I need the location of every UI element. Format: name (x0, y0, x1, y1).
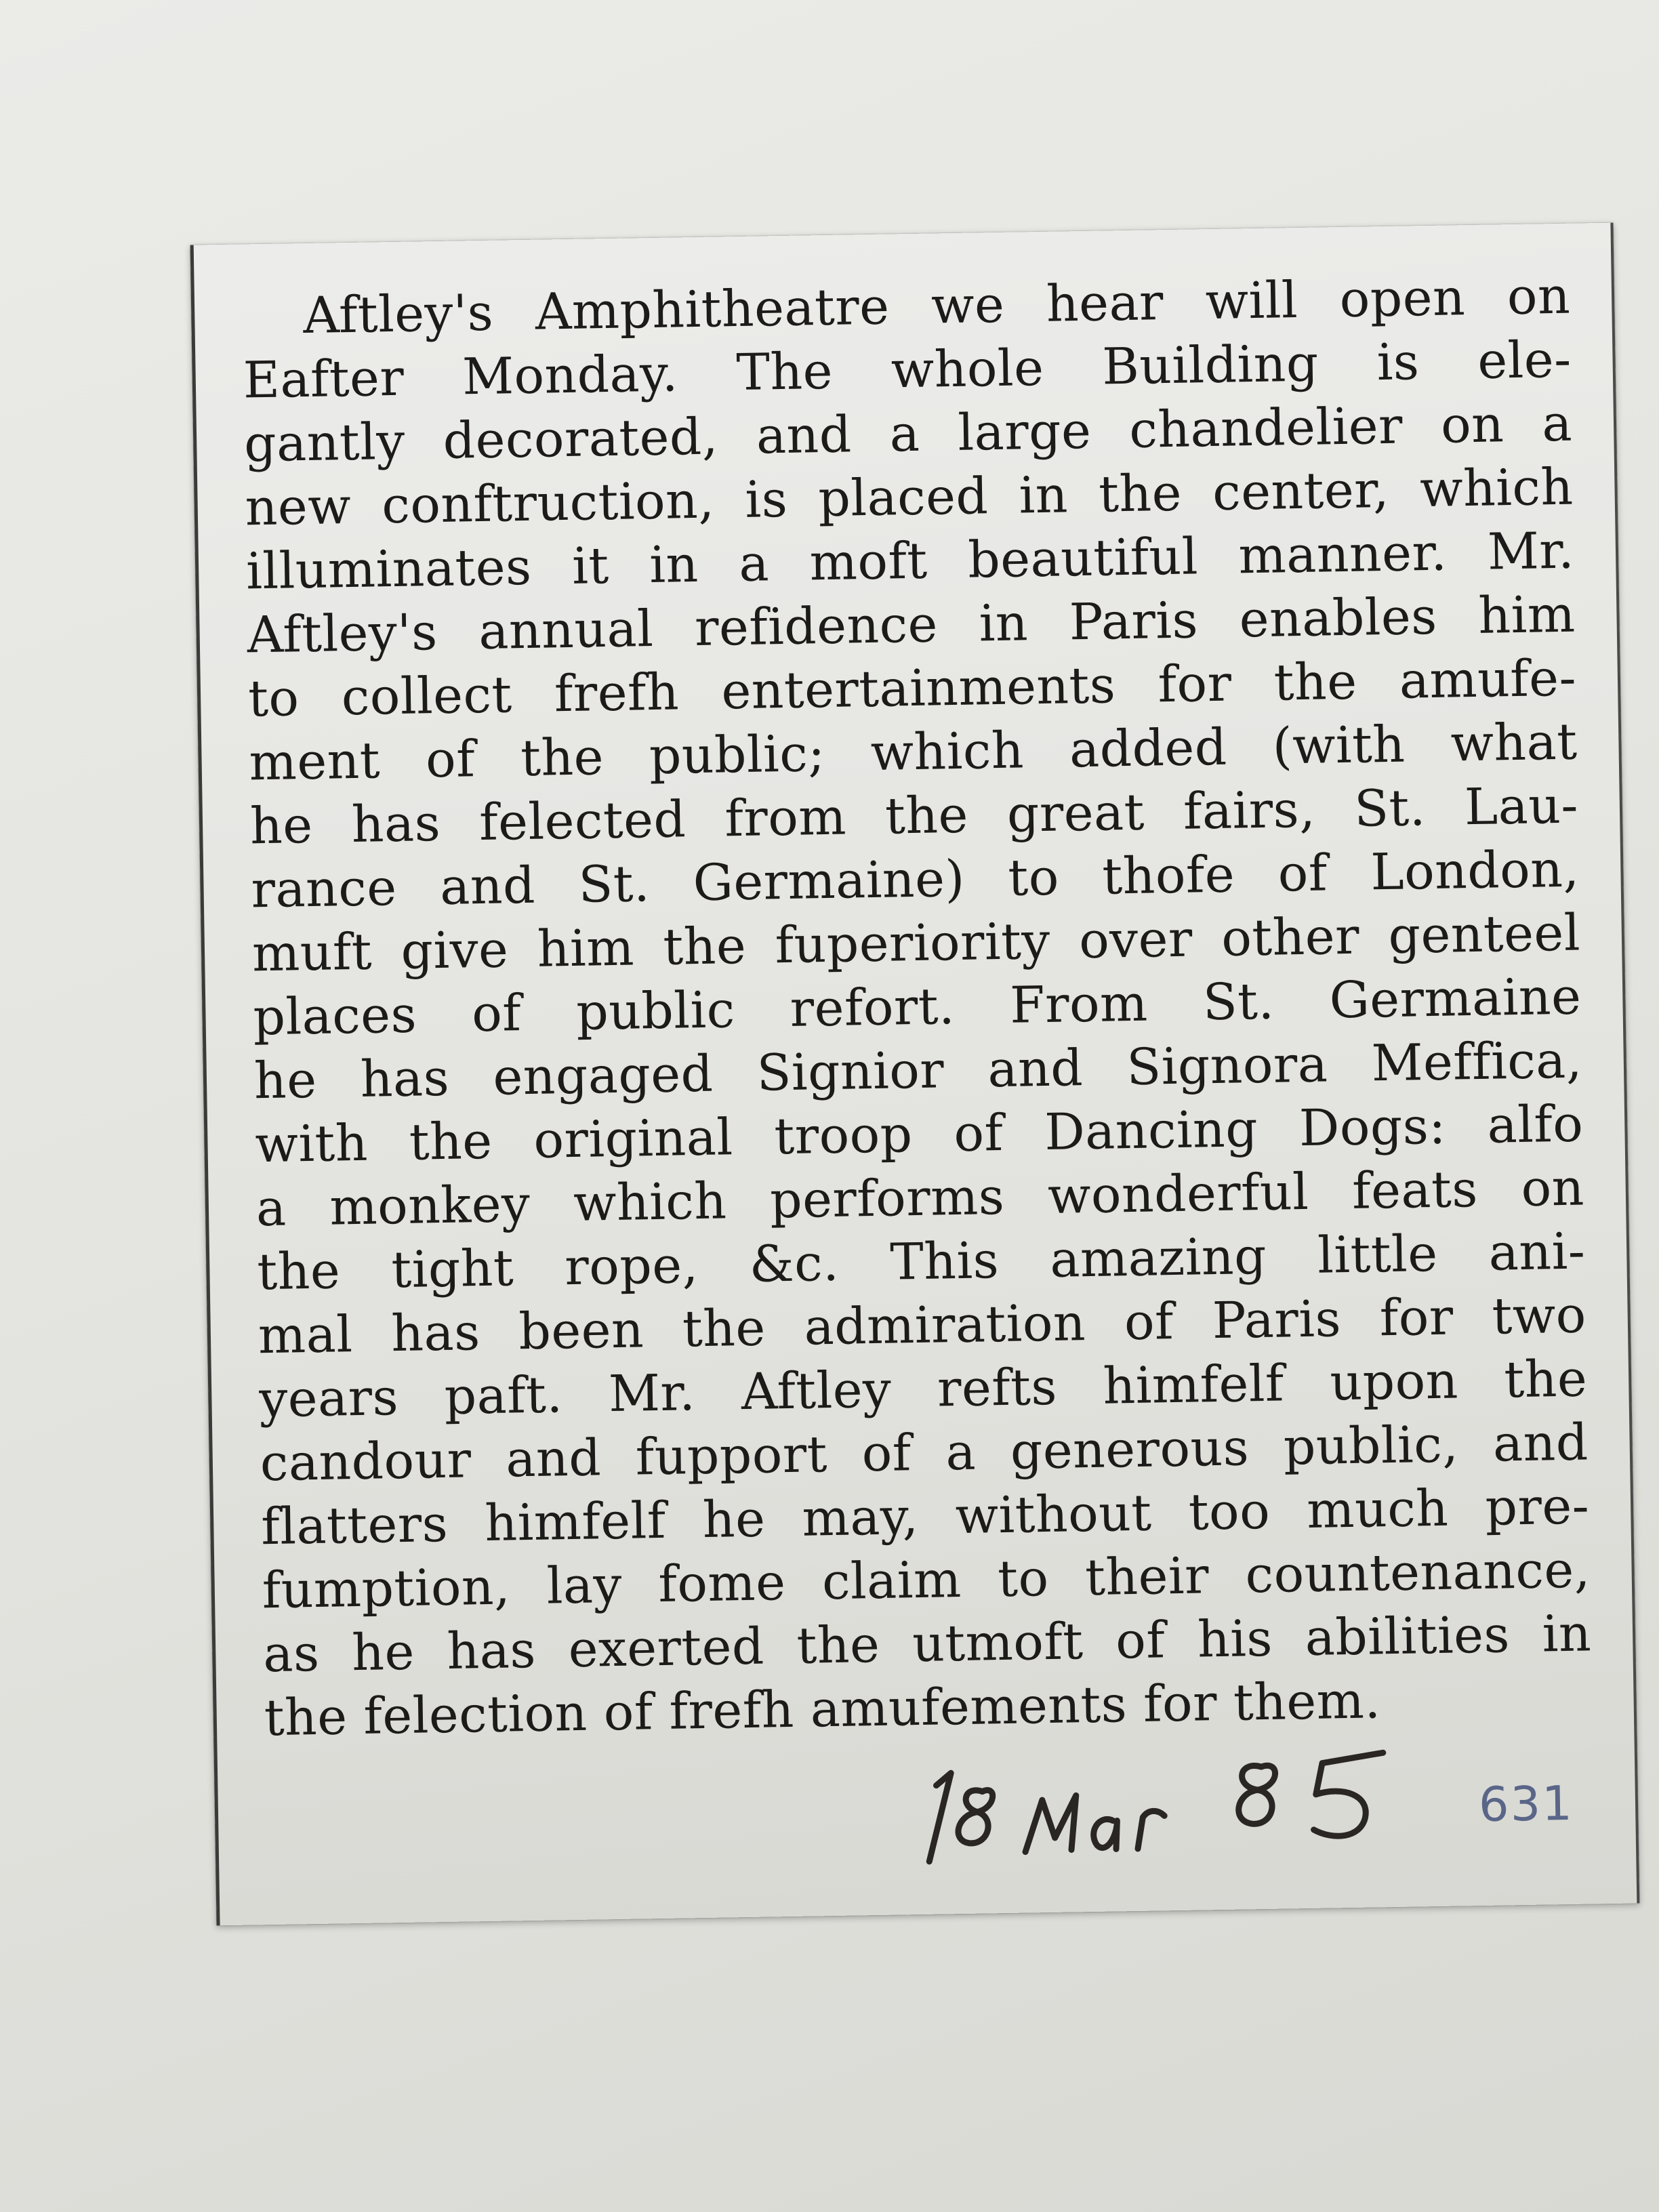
newspaper-clipping (190, 223, 1640, 1926)
article-line-12: places of public refort. From St. Germaine (252, 967, 1582, 1047)
article-line-10: rance and St. Germaine) to thofe of London, (250, 840, 1580, 920)
article-line-23: the felection of frefh amufements for them. (264, 1671, 1382, 1748)
article-line-7: to collect frefh entertainments for the amufe- (247, 649, 1577, 729)
article-line-6: Aftley's annual refidence in Paris enables him (247, 585, 1576, 665)
catalog-number: 631 (1478, 1775, 1574, 1833)
article-line-4: new conftruction, is placed in the center, which (245, 457, 1574, 537)
article-line-1: Aftley's Amphitheatre we hear will open on (302, 266, 1571, 346)
article-line-9: he has felected from the great fairs, St. Lau- (249, 776, 1579, 856)
article-line-18: years paft. Mr. Aftley refts himfelf upon the (258, 1349, 1588, 1429)
article-line-2: Eafter Monday. The whole Building is ele- (243, 330, 1572, 410)
article-line-19: candour and fupport of a generous public, and (260, 1413, 1589, 1493)
article-line-8: ment of the public; which added (with what (248, 712, 1578, 792)
annotation-row (218, 1734, 1637, 1891)
article-line-11: muft give him the fuperiority over other genteel (251, 903, 1581, 983)
article-line-21: fumption, lay fome claim to their countenance, (262, 1540, 1591, 1620)
article-line-22: as he has exerted the utmoft of his abilities in (262, 1604, 1592, 1684)
article-line-17: mal has been the admiration of Paris for two (258, 1286, 1587, 1366)
article-line-5: illuminates it in a moft beautiful manner. Mr. (245, 521, 1575, 601)
handwritten-date (909, 1737, 1426, 1874)
article-line-14: with the original troop of Dancing Dogs: alfo (254, 1094, 1584, 1174)
article-line-3: gantly decorated, and a large chandelier on a (243, 394, 1573, 474)
article-line-15: a monkey which performs wonderful feats on (255, 1158, 1585, 1238)
article-line-16: the tight rope, &c. This amazing little ani- (256, 1222, 1586, 1302)
article-line-13: he has engaged Signior and Signora Meffica, (253, 1031, 1583, 1111)
article-text (242, 264, 1593, 1750)
article-line-20: flatters himfelf he may, without too much pre- (260, 1477, 1590, 1557)
